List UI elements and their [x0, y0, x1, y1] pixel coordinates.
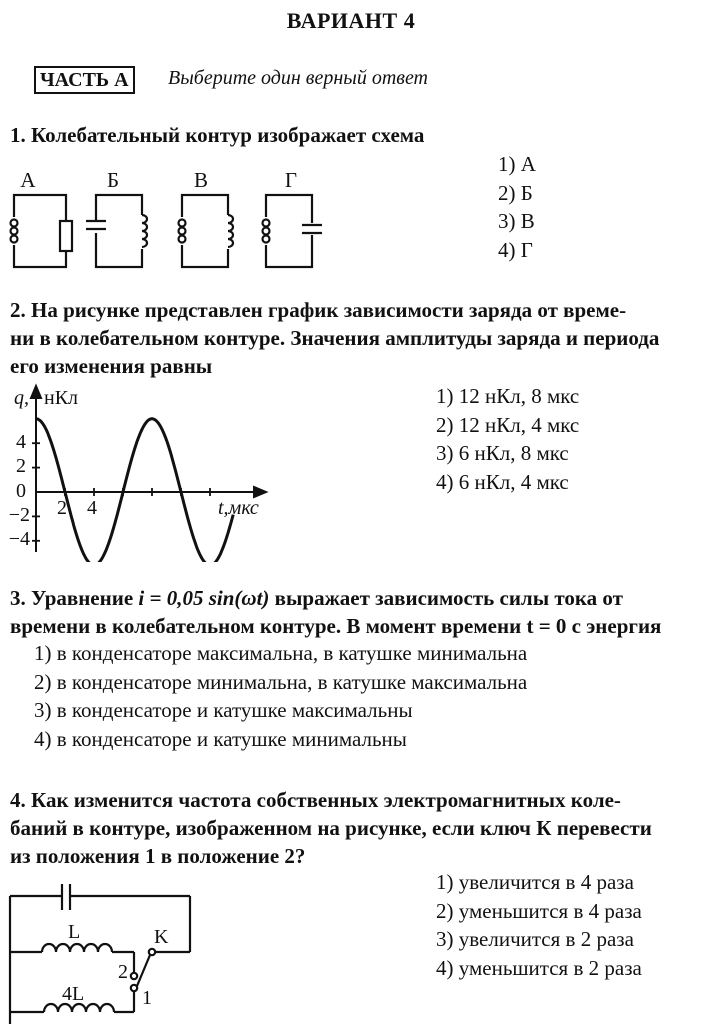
q3-text: [10, 584, 696, 640]
q3-option-3[interactable]: 3) в конденсаторе и катушке максимальны: [34, 698, 413, 722]
key-pivot: [149, 949, 155, 955]
key-position-2-label: 2: [118, 961, 128, 983]
q3-current-formula: i = 0,05 sin(ωt): [138, 586, 270, 610]
q3-option-2[interactable]: 2) в конденсаторе минимальна, в катушке максимальна: [34, 669, 528, 694]
x-axis-label: t,мкс: [218, 497, 259, 519]
key-contact-1: [131, 985, 137, 991]
q3-time-formula: t = 0 с: [526, 614, 581, 638]
scheme-g-label: Г: [284, 168, 298, 192]
key-k-switch[interactable]: [137, 955, 150, 986]
lower-coil-label: 4L: [62, 983, 85, 1005]
q1-options: [498, 150, 536, 264]
q3-options: [34, 639, 527, 753]
x-tick-label-4: 4: [87, 497, 97, 519]
q4-option-3[interactable]: 3) увеличится в 2 раза: [436, 927, 634, 951]
charge-time-chart: [0, 382, 300, 562]
q3-line-1: [10, 584, 696, 612]
y-axis-var: q,: [14, 387, 29, 409]
q1-option-2[interactable]: 2) Б: [498, 180, 533, 205]
q4-line-2: баний в контуре, изображенном на рисунке, если ключ К перевести: [10, 816, 652, 840]
scheme-v-label: В: [193, 168, 209, 192]
scheme-v-diagram: [177, 195, 233, 267]
q4-line-3: из положения 1 в положение 2?: [10, 844, 306, 868]
q4-circuit: [0, 872, 200, 1024]
lower-coil-4l: [44, 1004, 114, 1012]
q1-option-4[interactable]: 4) Г: [498, 237, 533, 262]
q2-option-4[interactable]: 4) 6 нКл, 4 мкс: [436, 469, 569, 494]
q1-option-3[interactable]: 3) В: [498, 209, 535, 233]
y-tick-label-2: 2: [16, 455, 26, 477]
part-instruction: Выберите один верный ответ: [168, 67, 428, 89]
scheme-b-diagram: [86, 195, 147, 267]
q2-line-3: его изменения равны: [10, 354, 213, 378]
y-tick-label-4: 4: [16, 431, 26, 453]
q2-option-3[interactable]: 3) 6 нКл, 8 мкс: [436, 441, 569, 465]
part-label: ЧАСТЬ А: [34, 66, 135, 94]
q1-text: 1. Колебательный контур изображает схема: [10, 123, 425, 147]
q2-option-1[interactable]: 1) 12 нКл, 8 мкс: [436, 384, 580, 408]
q2-option-2[interactable]: 2) 12 нКл, 4 мкс: [436, 412, 580, 437]
upper-coil-l: [42, 944, 112, 952]
q4-option-1[interactable]: 1) увеличится в 4 раза: [436, 870, 634, 894]
y-tick-label-0: 0: [16, 480, 26, 502]
q1-option-1[interactable]: 1) А: [498, 152, 536, 176]
q4-option-2[interactable]: 2) уменьшится в 4 раза: [436, 898, 642, 923]
scheme-a-label: А: [20, 168, 36, 192]
y-tick-label-minus-2: −2: [8, 504, 30, 526]
q3-option-4[interactable]: 4) в конденсаторе и катушке минимальны: [34, 726, 407, 751]
q3-line2-prefix: времени в колебательном контуре. В момент времени: [10, 614, 527, 638]
q4-text: [10, 786, 696, 870]
q2-text: [10, 296, 696, 380]
q3-line1-prefix: 3. Уравнение: [10, 586, 139, 610]
scheme-b-label: Б: [106, 168, 120, 192]
q2-options: [436, 382, 579, 496]
q3-line1-suffix: выражает зависимость силы тока от: [269, 586, 623, 610]
scheme-a-diagram: [9, 195, 72, 267]
key-contact-2: [131, 973, 137, 979]
q3-option-1[interactable]: 1) в конденсаторе максимальна, в катушке минимальна: [34, 641, 528, 665]
q2-line-1: 2. На рисунке представлен график зависимости заряда от време-: [10, 298, 627, 322]
q2-line-2: ни в колебательном контуре. Значения амплитуды заряда и периода: [10, 326, 660, 350]
q4-options: [436, 868, 642, 982]
x-tick-label-2: 2: [57, 497, 67, 519]
q4-option-4[interactable]: 4) уменьшится в 2 раза: [436, 955, 642, 980]
upper-coil-label: L: [68, 921, 81, 943]
variant-title: ВАРИАНТ 4: [286, 8, 416, 33]
scheme-g-diagram: [261, 195, 322, 267]
y-axis-arrow: [31, 386, 41, 398]
q3-line2-suffix: энергия: [580, 614, 662, 638]
q4-line-1: 4. Как изменится частота собственных электромагнитных коле-: [10, 788, 621, 812]
q1-schemes: [0, 165, 340, 277]
key-position-1-label: 1: [142, 987, 152, 1009]
y-tick-label-minus-4: −4: [8, 528, 30, 550]
key-label: K: [154, 926, 169, 948]
x-axis-arrow: [254, 487, 266, 497]
charge-curve: [36, 419, 233, 562]
y-axis-unit: нКл: [44, 387, 79, 409]
q3-line-2: [10, 612, 696, 640]
